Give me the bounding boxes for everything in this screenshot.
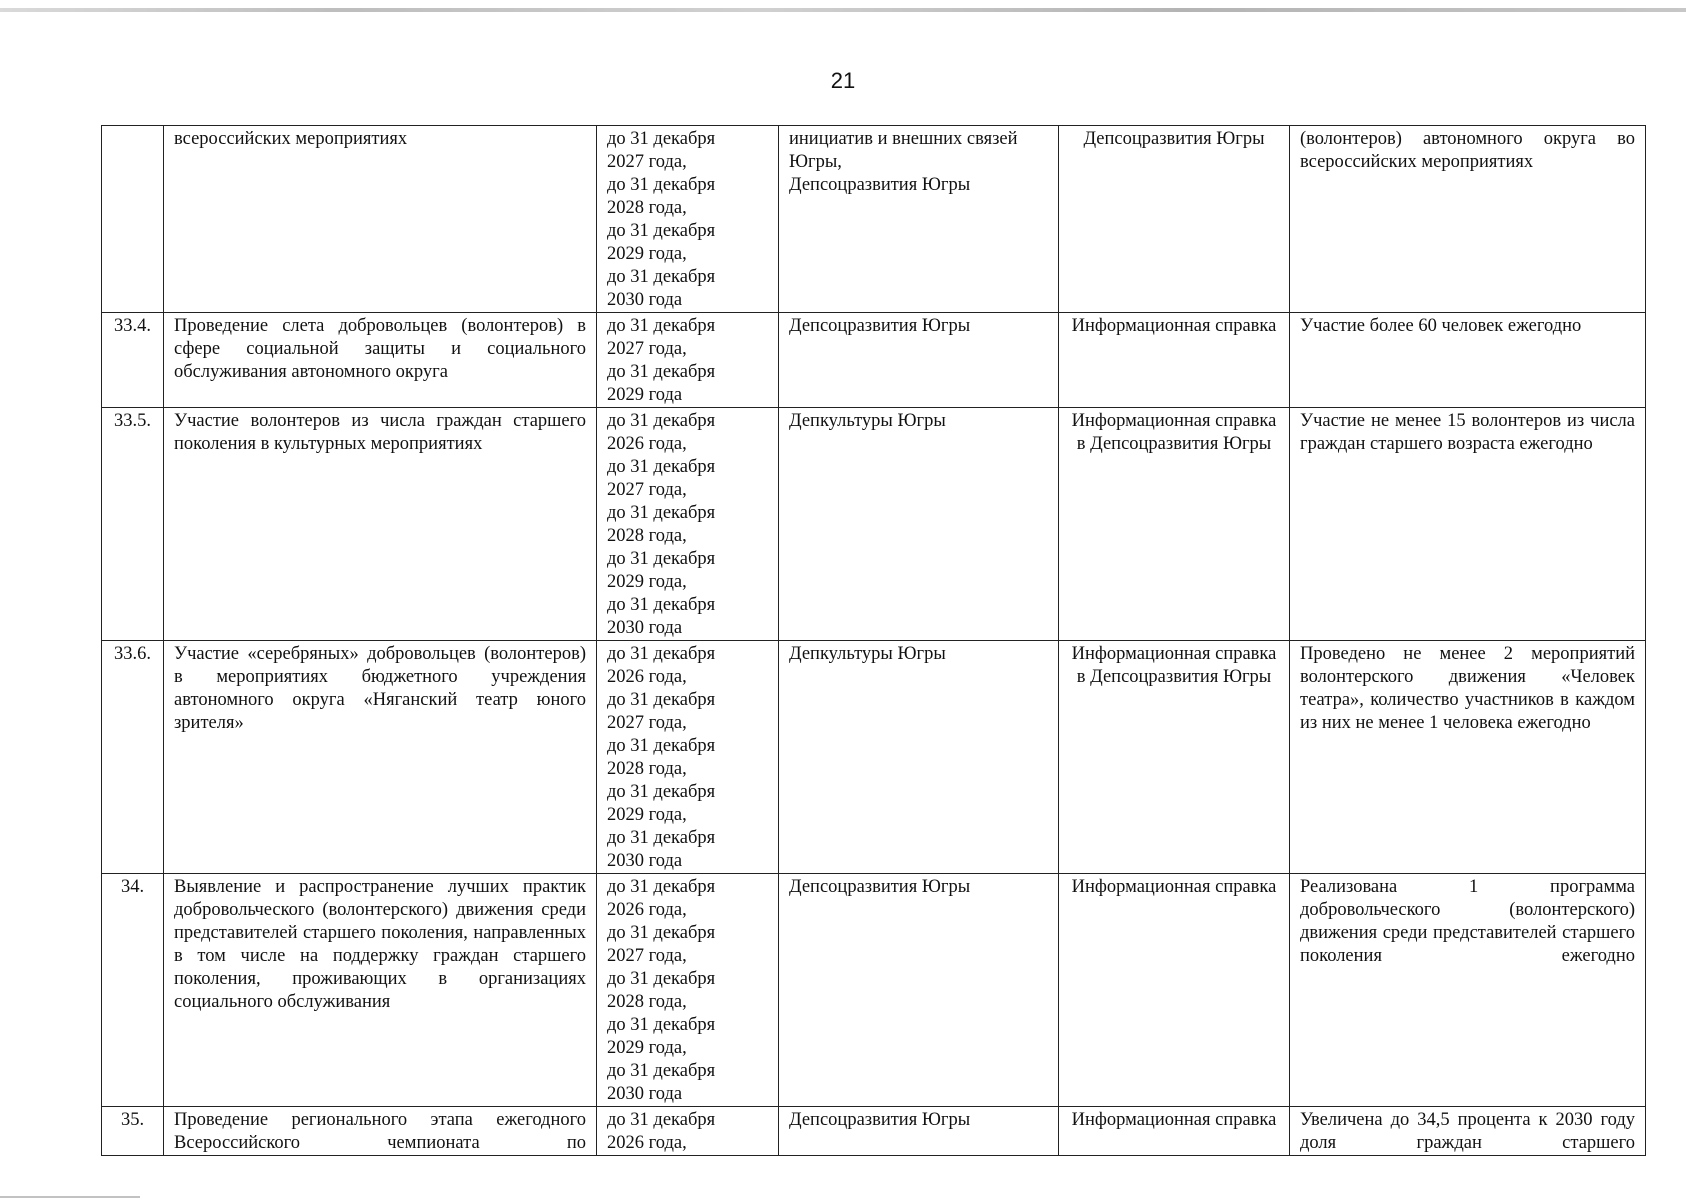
expected-result: Участие не менее 15 волонтеров из числа граждан старшего возраста ежегодно [1290,408,1646,641]
deadline-line: до 31 декабря [607,316,716,336]
deadline-line: 2030 года [607,618,683,638]
deadline-line: 2030 года [607,1084,683,1104]
measure-name: Участие волонтеров из числа граждан старшего поколения в культурных мероприятиях [164,408,597,641]
scan-edge-top [0,8,1686,12]
deadline-line: до 31 декабря [607,221,716,241]
deadline-line: до 31 декабря [607,690,716,710]
deadline-line: 2029 года, [607,1038,687,1058]
deadline-line: 2030 года [607,851,683,871]
row-number: 33.6. [102,641,164,874]
deadline-line: до 31 декабря [607,782,716,802]
measures-table [101,125,1646,1156]
completion-form: Информационная справка [1059,874,1290,1107]
executor-cell: Депсоцразвития Югры [779,874,1059,1107]
deadline-line: до 31 декабря [607,969,716,989]
deadline-line: до 31 декабря [607,828,716,848]
deadline-cell [597,874,779,1107]
deadline-line: до 31 декабря [607,129,716,149]
executor-cell: Депкультуры Югры [779,408,1059,641]
completion-form: Информационная справка [1059,1107,1290,1156]
measure-name: Участие «серебряных» добровольцев (волонтеров) в мероприятиях бюджетного учреждения автономного округа «Няганский театр юного зрителя» [164,641,597,874]
expected-result: Увеличена до 34,5 процента к 2030 году доля граждан старшего [1290,1107,1646,1156]
deadline-line: до 31 декабря [607,362,716,382]
deadline-line: 2028 года, [607,759,687,779]
deadline-line: 2028 года, [607,992,687,1012]
measure-name: Проведение слета добровольцев (волонтеров) в сфере социальной защиты и социального обслуживания автономного округа [164,313,597,408]
deadline-line: 2028 года, [607,526,687,546]
completion-form: Информационная справка [1059,313,1290,408]
deadline-line: до 31 декабря [607,595,716,615]
executor-cell: Депсоцразвития Югры [779,1107,1059,1156]
deadline-cell [597,641,779,874]
completion-form: Информационная справка в Депсоцразвития Югры [1059,641,1290,874]
deadline-line: до 31 декабря [607,267,716,287]
table-row [102,313,1646,408]
measure-name: Выявление и распространение лучших практик добровольческого (волонтерского) движения среди представителей старшего поколения, направленных в том числе на поддержку граждан старшего поколения, проживающих в организациях социального обслуживания [164,874,597,1107]
deadline-line: до 31 декабря [607,736,716,756]
expected-result: Проведено не менее 2 мероприятий волонтерского движения «Человек театра», количество участников в каждом из них не менее 1 человека ежегодно [1290,641,1646,874]
deadline-line: до 31 декабря [607,411,716,431]
deadline-cell [597,313,779,408]
deadline-line: до 31 декабря [607,457,716,477]
expected-result: Реализована 1 программа добровольческого (волонтерского) движения среди представителей старшего поколения ежегодно [1290,874,1646,1107]
deadline-line: 2028 года, [607,198,687,218]
row-number: 33.5. [102,408,164,641]
deadline-line: до 31 декабря [607,549,716,569]
deadline-line: до 31 декабря [607,877,716,897]
row-number: 33.4. [102,313,164,408]
deadline-line: до 31 декабря [607,1015,716,1035]
deadline-cell [597,408,779,641]
deadline-line: 2030 года [607,290,683,310]
expected-result: (волонтеров) автономного округа во всероссийских мероприятиях [1290,126,1646,313]
row-number [102,126,164,313]
deadline-line: 2027 года, [607,480,687,500]
table-row [102,641,1646,874]
completion-form: Информационная справка в Депсоцразвития Югры [1059,408,1290,641]
page-number: 21 [830,68,856,93]
deadline-line: 2026 года, [607,900,687,920]
deadline-cell [597,1107,779,1156]
row-number: 35. [102,1107,164,1156]
deadline-line: до 31 декабря [607,1110,716,1130]
completion-form: Депсоцразвития Югры [1059,126,1290,313]
table-row [102,874,1646,1107]
deadline-line: 2029 года, [607,244,687,264]
deadline-cell [597,126,779,313]
deadline-line: 2026 года, [607,434,687,454]
deadline-line: 2027 года, [607,946,687,966]
deadline-line: 2029 года, [607,572,687,592]
deadline-line: 2027 года, [607,713,687,733]
deadline-line: 2027 года, [607,339,687,359]
deadline-line: 2026 года, [607,667,687,687]
deadline-line: 2026 года, [607,1133,687,1153]
executor-cell: Депсоцразвития Югры [779,313,1059,408]
deadline-line: до 31 декабря [607,1061,716,1081]
table-row [102,126,1646,313]
executor-cell: Депкультуры Югры [779,641,1059,874]
table-row [102,408,1646,641]
expected-result: Участие более 60 человек ежегодно [1290,313,1646,408]
row-number: 34. [102,874,164,1107]
deadline-line: 2029 года, [607,805,687,825]
deadline-line: до 31 декабря [607,644,716,664]
deadline-line: до 31 декабря [607,923,716,943]
deadline-line: до 31 декабря [607,503,716,523]
measure-name: Проведение регионального этапа ежегодного Всероссийского чемпионата по [164,1107,597,1156]
executor-cell: инициатив и внешних связей Югры, Депсоцразвития Югры [779,126,1059,313]
table-row [102,1107,1646,1156]
measure-name: всероссийских мероприятиях [164,126,597,313]
deadline-line: 2029 года [607,385,683,405]
deadline-line: до 31 декабря [607,175,716,195]
deadline-line: 2027 года, [607,152,687,172]
scan-edge-bottom [0,1196,140,1198]
